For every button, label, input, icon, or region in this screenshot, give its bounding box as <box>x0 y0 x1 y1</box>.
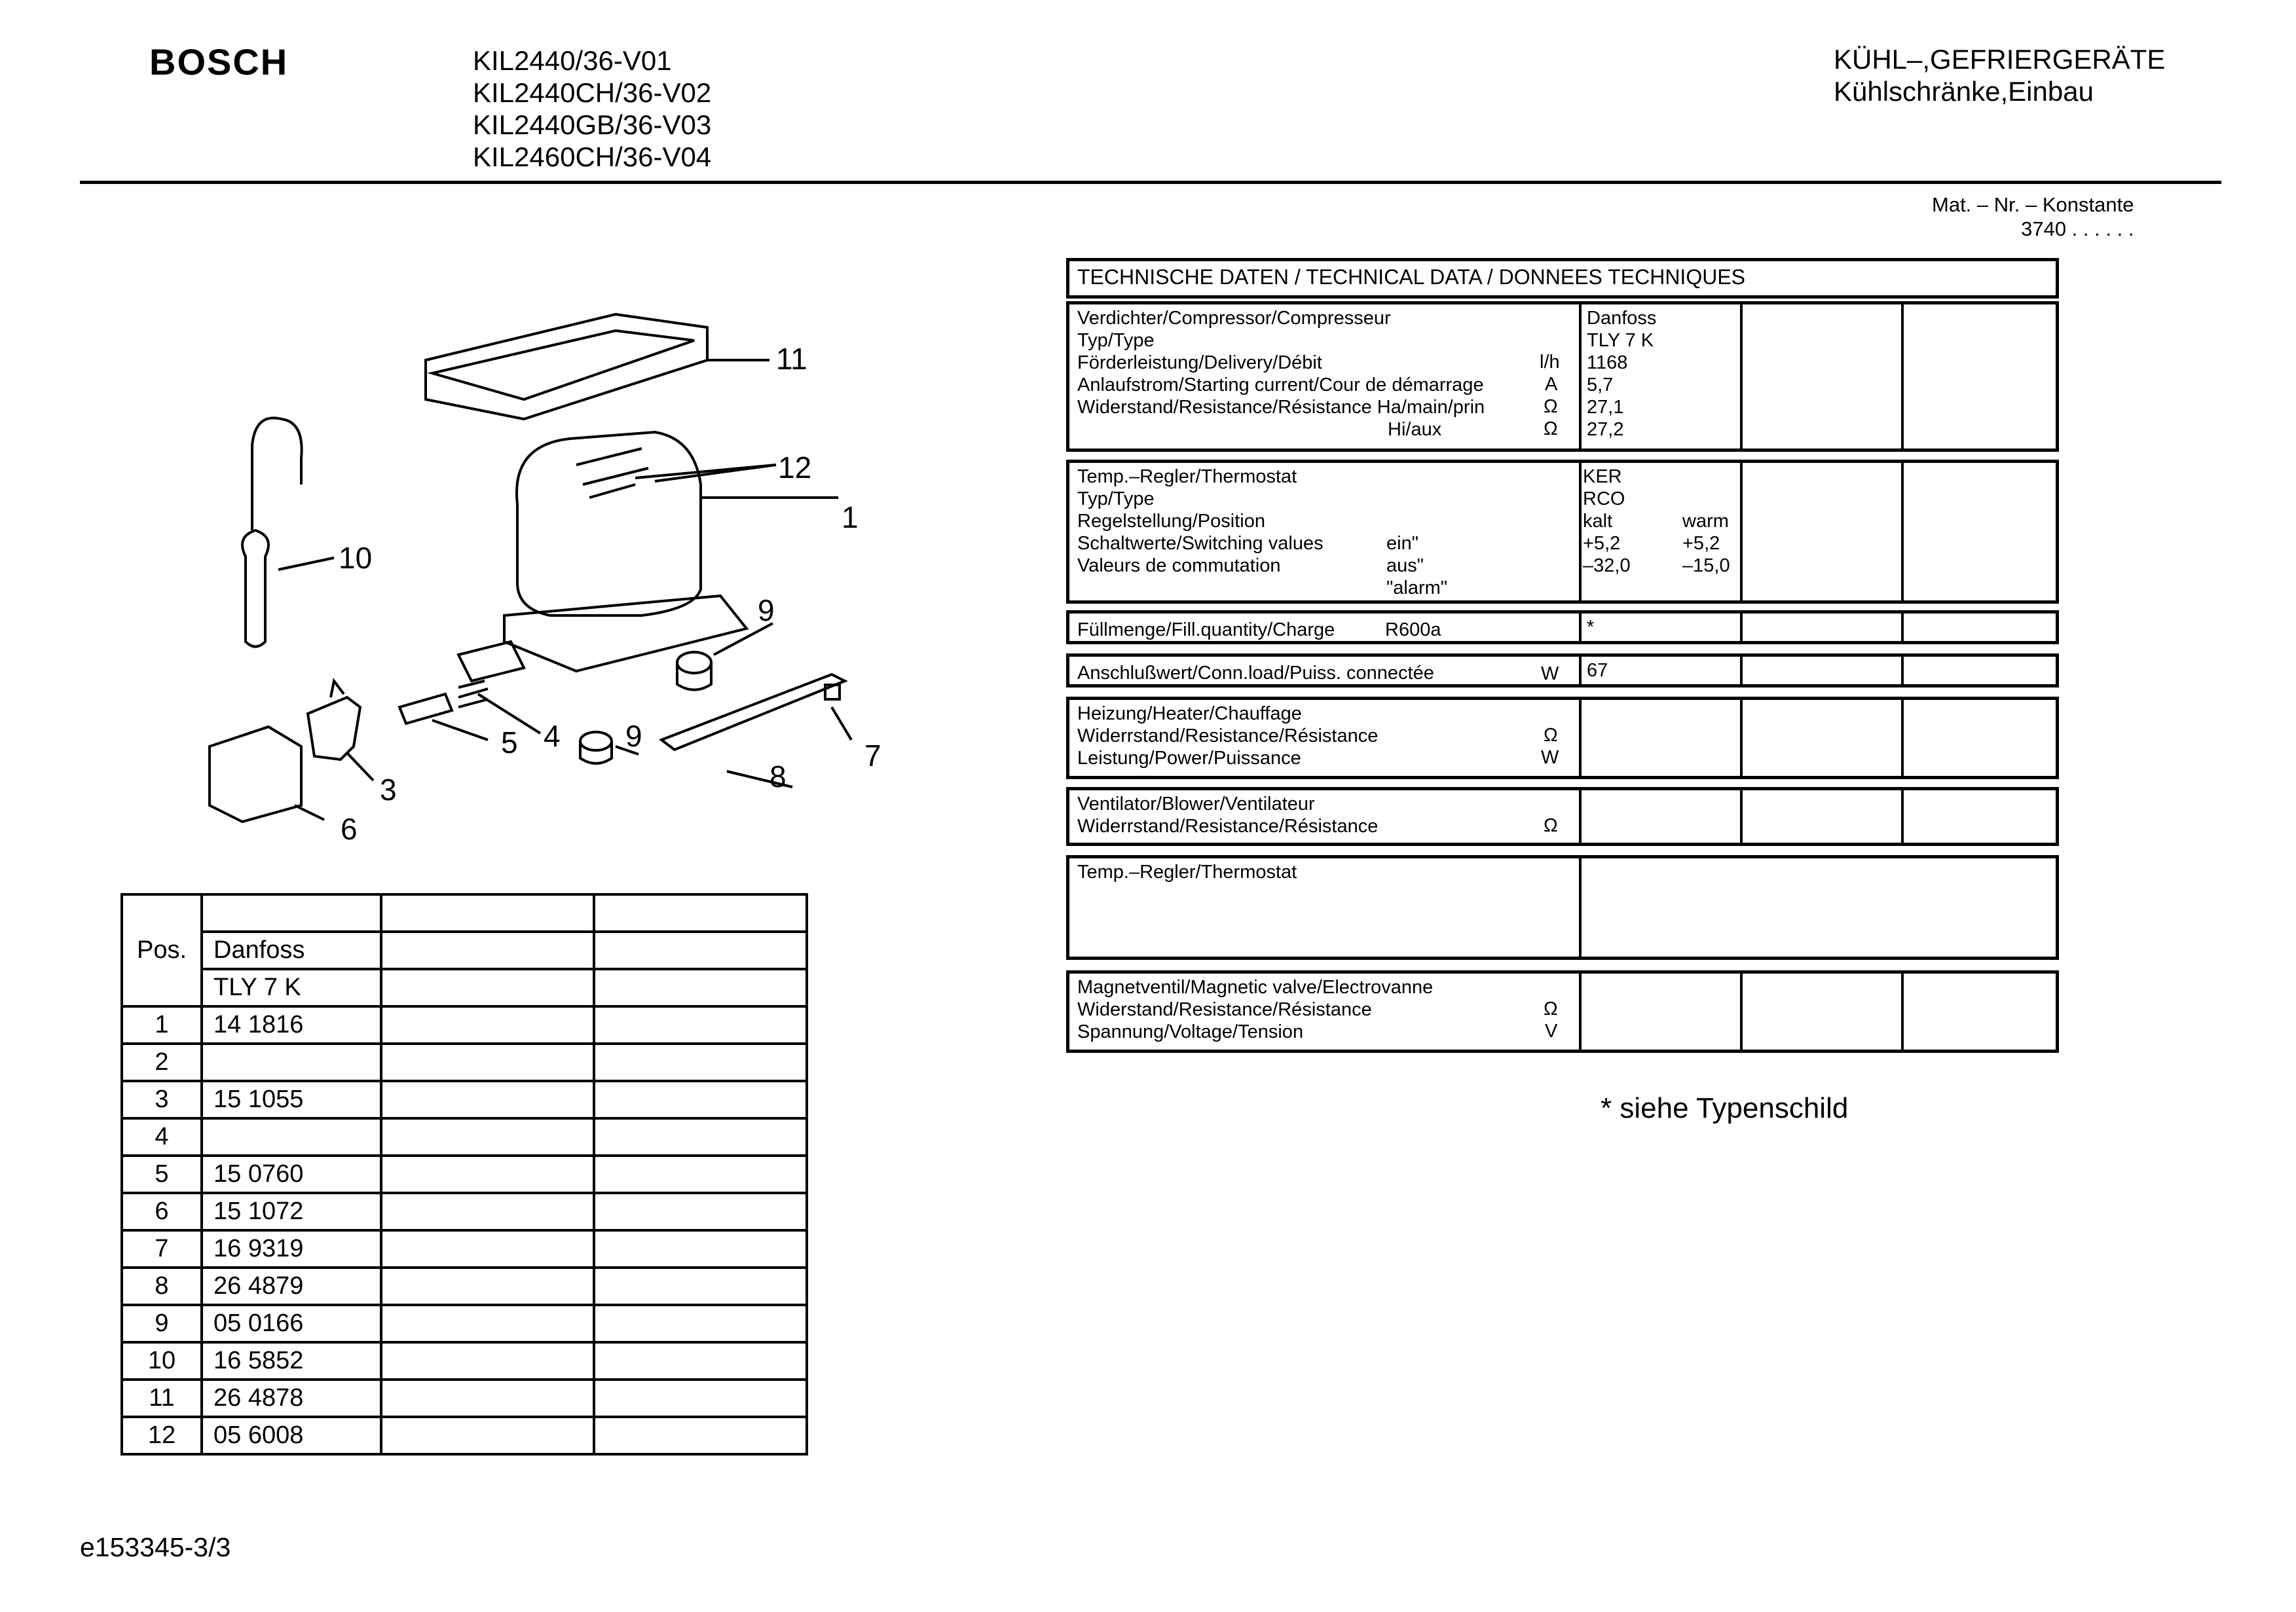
callout-1: 1 <box>842 500 859 534</box>
fan-section: Ventilator/Blower/Ventilateur Widerrstand/Resistance/Résistance Ω <box>1066 787 2059 846</box>
mat-nr-value: 3740 . . . . . . <box>2021 217 2134 240</box>
grommet-part <box>580 732 612 750</box>
model-4: KIL2460CH/36-V04 <box>473 141 712 172</box>
model-1: KIL2440/36-V01 <box>473 45 672 76</box>
table-row: 7 16 9319 <box>122 1230 807 1268</box>
compressor-part <box>517 432 701 615</box>
charge-section: Füllmenge/Fill.quantity/Charge R600a * <box>1066 610 2059 644</box>
compressor-section: Verdichter/Compressor/Compresseur Typ/Type Förderleistung/Delivery/Débit Anlaufstrom/Starting current/Cour de démarrage Widerstand/Resistance/Résistance Ha/main/prin Hi/aux l/h A Ω Ω Danfoss TLY 7 K 1168 5,7 27,1 27,2 <box>1066 301 2059 452</box>
table-row: 1 14 1816 <box>122 1006 807 1044</box>
callout-9a: 9 <box>758 593 775 627</box>
table-row: 8 26 4879 <box>122 1268 807 1305</box>
relay-part <box>308 697 360 760</box>
type-plate-note: * siehe Typenschild <box>1601 1092 1849 1124</box>
drip-tray-part <box>426 314 707 419</box>
table-row: 2 <box>122 1044 807 1081</box>
model-3: KIL2440GB/36-V03 <box>473 109 712 140</box>
table-row: 12 05 6008 <box>122 1417 807 1454</box>
document-id: e153345-3/3 <box>80 1532 231 1562</box>
category <box>1834 43 2165 107</box>
start-device-part <box>242 530 268 647</box>
mounting-rail-part <box>661 674 845 750</box>
callout-6: 6 <box>341 812 358 846</box>
mat-nr <box>1932 192 2134 241</box>
category-line-2: Kühlschränke,Einbau <box>1834 76 2094 107</box>
callout-4: 4 <box>544 719 561 753</box>
parts-type: TLY 7 K <box>202 969 381 1006</box>
valve-section: Magnetventil/Magnetic valve/Electrovanne Widerstand/Resistance/Résistance Spannung/Voltage/Tension Ω V <box>1066 970 2059 1053</box>
table-row: 11 26 4878 <box>122 1380 807 1417</box>
parts-brand: Danfoss <box>202 932 381 969</box>
model-list <box>473 45 711 173</box>
mat-nr-label: Mat. – Nr. – Konstante <box>1932 193 2134 216</box>
header-divider <box>80 181 2221 184</box>
callout-10: 10 <box>339 541 373 575</box>
table-row: 9 05 0166 <box>122 1305 807 1342</box>
callout-12: 12 <box>778 450 812 485</box>
relay-cover-part <box>210 727 301 822</box>
category-line-1: KÜHL–,GEFRIERGERÄTE <box>1834 44 2166 75</box>
brand-logo: BOSCH <box>149 41 289 82</box>
heater-section: Heizung/Heater/Chauffage Widerrstand/Resistance/Résistance Leistung/Power/Puissance Ω W <box>1066 697 2059 779</box>
callout-8: 8 <box>769 760 787 794</box>
model-2: KIL2440CH/36-V02 <box>473 77 712 108</box>
grommet-part <box>677 652 711 673</box>
parts-table <box>120 893 808 1456</box>
thermostat2-section: Temp.–Regler/Thermostat <box>1066 855 2059 960</box>
table-row: 10 16 5852 <box>122 1342 807 1380</box>
connected-load-section: Anschlußwert/Conn.load/Puiss. connectée W 67 <box>1066 653 2059 687</box>
callout-11: 11 <box>776 342 807 376</box>
pos-header: Pos. <box>122 894 202 1006</box>
callout-3: 3 <box>380 773 397 807</box>
table-row: 6 15 1072 <box>122 1193 807 1230</box>
table-row: 5 15 0760 <box>122 1156 807 1193</box>
callout-7: 7 <box>864 739 881 773</box>
relay-clip-part <box>458 642 524 681</box>
callout-5: 5 <box>501 725 518 760</box>
table-row: 4 <box>122 1118 807 1156</box>
callout-9b: 9 <box>625 719 642 753</box>
tech-title: TECHNISCHE DATEN / TECHNICAL DATA / DONNEES TECHNIQUES <box>1066 258 2059 299</box>
table-row: 3 15 1055 <box>122 1081 807 1118</box>
thermostat-section: Temp.–Regler/Thermostat Typ/Type Regelstellung/Position Schaltwerte/Switching values ein" Valeurs de commutation aus" "alarm" KER RCO kalt +5,2 –32,0 warm +5,2 –15,0 <box>1066 460 2059 604</box>
exploded-parts-diagram <box>183 288 904 877</box>
